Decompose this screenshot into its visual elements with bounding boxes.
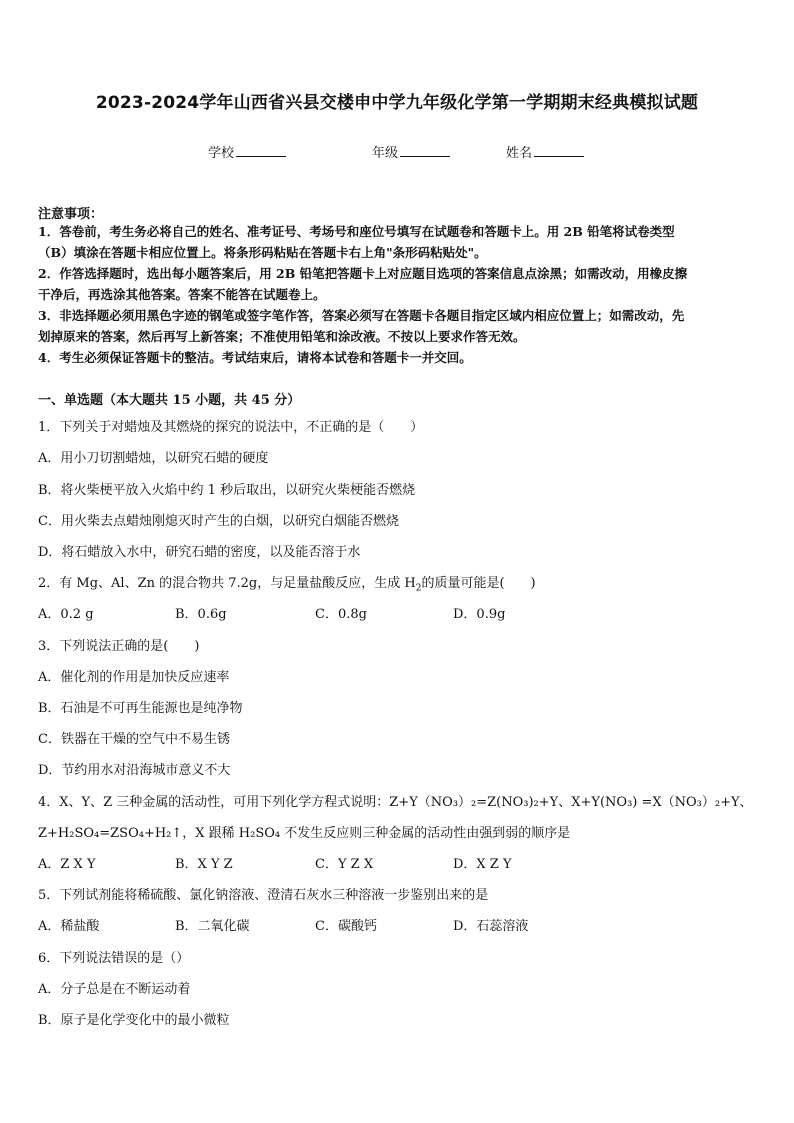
- q5-stem: 5．下列试剂能将稀硫酸、氯化钠溶液、澄清石灰水三种溶液一步鉴别出来的是: [38, 888, 489, 903]
- q4-option-b: B．X Y Z: [175, 857, 233, 872]
- q5-option-c: C．碳酸钙: [315, 919, 377, 934]
- q2-stem: [38, 572, 536, 594]
- q6-stem: 6．下列说法错误的是（）: [38, 951, 190, 966]
- school-label: 学校: [208, 146, 235, 161]
- notes-list: [38, 221, 758, 368]
- q3-option-c: C．铁器在干燥的空气中不易生锈: [38, 732, 230, 747]
- q1-option-d: D．将石蜡放入水中，研究石蜡的密度，以及能否溶于水: [38, 545, 361, 560]
- school-blank[interactable]: [236, 144, 286, 157]
- grade-label: 年级: [372, 146, 399, 161]
- note-line: 4．考生必须保证答题卡的整洁。考试结束后，请将本试卷和答题卡一并交回。: [38, 350, 472, 365]
- name-field: [506, 142, 584, 161]
- q2-option-d: D．0.9g: [453, 607, 506, 622]
- note-line: （B）填涂在答题卡相应位置上。将条形码粘贴在答题卡右上角"条形码粘贴处"。: [38, 245, 487, 260]
- q2-option-a: A．0.2 g: [38, 607, 94, 622]
- q3-stem: 3．下列说法正确的是( ): [38, 639, 200, 654]
- q4-stem-line1: 4．X、Y、Z 三种金属的活动性，可用下列化学方程式说明：Z+Y（NO₃）₂=Z(NO₃)₂+Y、X+Y(NO₃) =X（NO₃）₂+Y、: [38, 795, 753, 810]
- note-line: 1．答卷前，考生务必将自己的姓名、准考证号、考场号和座位号填写在试题卷和答题卡上。用 2B 铅笔将试卷类型: [38, 224, 675, 239]
- section-heading: 一、单选题（本大题共 15 小题，共 45 分）: [38, 393, 301, 408]
- q4-stem-line2: Z+H₂SO₄=ZSO₄+H₂↑，X 跟稀 H₂SO₄ 不发生反应则三种金属的活动性由强到弱的顺序是: [38, 826, 571, 841]
- q1-option-c: C．用火柴去点蜡烛刚熄灭时产生的白烟，以研究白烟能否燃烧: [38, 514, 399, 529]
- name-label: 姓名: [506, 146, 533, 161]
- q4-option-a: A．Z X Y: [38, 857, 96, 872]
- q6-option-a: A．分子总是在不断运动着: [38, 982, 191, 997]
- q1-option-b: B．将火柴梗平放入火焰中约 1 秒后取出，以研究火柴梗能否燃烧: [38, 483, 416, 498]
- q2-option-c: C．0.8g: [315, 607, 367, 622]
- q3-option-a: A．催化剂的作用是加快反应速率: [38, 670, 230, 685]
- notes-heading: 注意事项：: [38, 207, 104, 222]
- q3-option-d: D．节约用水对沿海城市意义不大: [38, 763, 231, 778]
- q1-option-a: A．用小刀切割蜡烛，以研究石蜡的硬度: [38, 451, 269, 466]
- note-line: 干净后，再选涂其他答案。答案不能答在试题卷上。: [38, 287, 326, 302]
- q5-option-d: D．石蕊溶液: [453, 919, 529, 934]
- note-line: 划掉原来的答案，然后再写上新答案；不准使用铅笔和涂改液。不按以上要求作答无效。: [38, 329, 526, 344]
- school-field: [208, 142, 286, 161]
- q4-option-d: D．X Z Y: [453, 857, 512, 872]
- note-line: 2．作答选择题时，选出每小题答案后，用 2B 铅笔把答题卡上对应题目选项的答案信息点涂黑；如需改动，用橡皮擦: [38, 266, 688, 281]
- q5-option-b: B．二氧化碳: [175, 919, 250, 934]
- page-title: 2023-2024学年山西省兴县交楼申中学九年级化学第一学期期末经典模拟试题: [95, 93, 699, 113]
- q2-stem-subscript: 2: [415, 583, 422, 594]
- q4-option-c: C．Y Z X: [315, 857, 374, 872]
- q1-stem: 1．下列关于对蜡烛及其燃烧的探究的说法中，不正确的是（ ）: [38, 420, 424, 435]
- q2-stem-part2: 的质量可能是( ): [421, 576, 536, 591]
- grade-blank[interactable]: [400, 144, 450, 157]
- q3-option-b: B．石油是不可再生能源也是纯净物: [38, 701, 243, 716]
- grade-field: [372, 142, 450, 161]
- q5-option-a: A．稀盐酸: [38, 919, 100, 934]
- name-blank[interactable]: [534, 144, 584, 157]
- q2-option-b: B．0.6g: [175, 607, 227, 622]
- q2-stem-part1: 2．有 Mg、Al、Zn 的混合物共 7.2g，与足量盐酸反应，生成 H: [38, 576, 416, 591]
- note-line: 3．非选择题必须用黑色字迹的钢笔或签字笔作答，答案必须写在答题卡各题目指定区域内相应位置上；如需改动，先: [38, 308, 685, 323]
- q6-option-b: B．原子是化学变化中的最小微粒: [38, 1013, 230, 1028]
